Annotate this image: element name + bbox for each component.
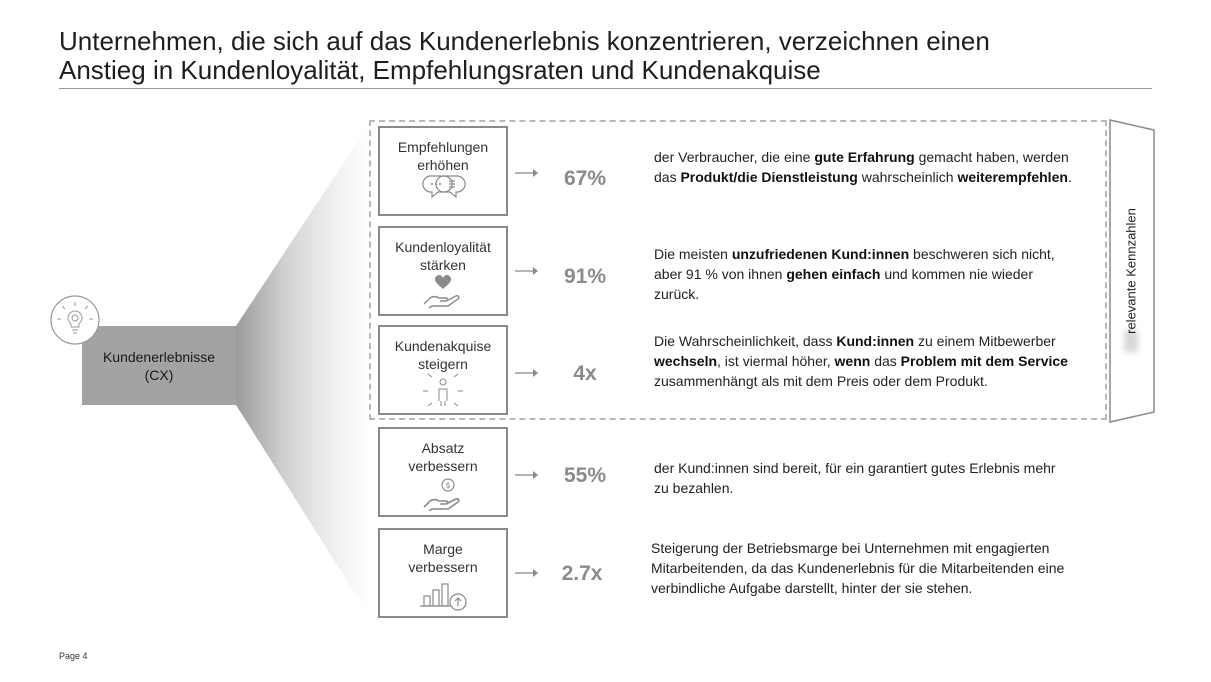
bold-text-segment: gute Erfahrung [814, 149, 915, 165]
bold-text-segment: Kund:innen [836, 333, 915, 349]
text-segment: wahrscheinlich [857, 169, 958, 185]
card-label-line-1: Kundenakquise [394, 338, 492, 354]
metric-description [651, 538, 1071, 598]
metric-description [654, 244, 1074, 304]
metric-value: 67% [563, 167, 607, 190]
text-segment: , ist viermal höher, [717, 353, 835, 369]
text-segment: zusammenhängt als mit dem Preis oder dem Produkt. [654, 373, 988, 389]
bold-text-segment: weiterempfehlen [957, 169, 1068, 185]
text-segment: der Kund:innen sind bereit, für ein garantiert gutes Erlebnis mehr zu bezahlen. [654, 460, 1056, 496]
text-segment: das [870, 353, 901, 369]
text-segment: zu einem Mitbewerber [914, 333, 1056, 349]
card-kundenakquise [378, 325, 508, 415]
bar-chart-up-icon [380, 574, 506, 612]
text-segment: Die meisten [654, 246, 732, 262]
bold-text-segment: Produkt/die Dienstleistung [680, 169, 858, 185]
cx-box [82, 326, 236, 405]
text-segment: der Verbraucher, die eine [654, 149, 815, 165]
card-marge [378, 528, 508, 618]
metric-value: 55% [563, 464, 607, 487]
text-segment: beschweren sich nicht, aber 91 % von ihnen [654, 246, 1055, 282]
cx-label-line-1: Kundenerlebnisse [102, 348, 216, 365]
metric-description [654, 458, 1074, 498]
card-empfehlungen [378, 126, 508, 216]
metric-description [654, 147, 1074, 187]
cx-label-line-2: (CX) [144, 366, 174, 383]
text-segment: Steigerung der Betriebsmarge bei Unternehmen mit engagierten Mitarbeitenden, da das Kundenerlebnis für die Mitarbeitenden eine verbindliche Aufgabe darstellt, hinter der sie stehen. [651, 540, 1065, 596]
bold-text-segment: Problem mit dem Service [900, 353, 1068, 369]
side-label: relevante Kennzahlen [1123, 208, 1139, 334]
card-absatz [378, 427, 508, 517]
metric-value: 2.7x [561, 562, 603, 585]
lightbulb-gear-icon [49, 294, 101, 346]
card-label-line-1: Absatz [421, 440, 465, 456]
text-segment: und kommen nie wieder zurück. [654, 266, 1033, 302]
page-number: Page 4 [59, 651, 88, 661]
card-label-line-1: Empfehlungen [397, 139, 489, 155]
card-label-line-2: verbessern [408, 458, 478, 474]
metric-description [654, 331, 1074, 391]
card-label-line-2: steigern [418, 356, 468, 372]
bold-text-segment: wenn [834, 353, 871, 369]
card-label-line-2: stärken [420, 257, 466, 273]
bold-text-segment: unzufriedenen Kund:innen [731, 246, 910, 262]
card-label-line-2: erhöhen [417, 157, 469, 173]
card-kundenloyalitaet [378, 226, 508, 316]
bold-text-segment: gehen einfach [786, 266, 881, 282]
coin-hand-icon [380, 473, 506, 511]
title-line-1: Unternehmen, die sich auf das Kundenerlebnis konzentrieren, verzeichnen einen [59, 26, 990, 56]
card-label-line-1: Marge [423, 541, 463, 557]
card-label-line-2: verbessern [408, 559, 478, 575]
metric-value: 91% [563, 265, 607, 288]
card-label-line-1: Kundenloyalität [395, 239, 491, 255]
title-line-2: Anstieg in Kundenloyalität, Empfehlungsraten und Kundenakquise [59, 55, 821, 85]
metric-value: 4x [573, 362, 597, 385]
heart-hand-icon [380, 272, 506, 310]
text-segment: . [1067, 169, 1072, 185]
text-segment: Die Wahrscheinlichkeit, dass [654, 333, 837, 349]
text-segment: gemacht haben, werden das [654, 149, 1069, 185]
person-arrows-icon [380, 371, 506, 409]
speech-bubbles-icon [380, 172, 506, 210]
bold-text-segment: wechseln [654, 353, 718, 369]
svg-text:$: $ [445, 481, 451, 490]
